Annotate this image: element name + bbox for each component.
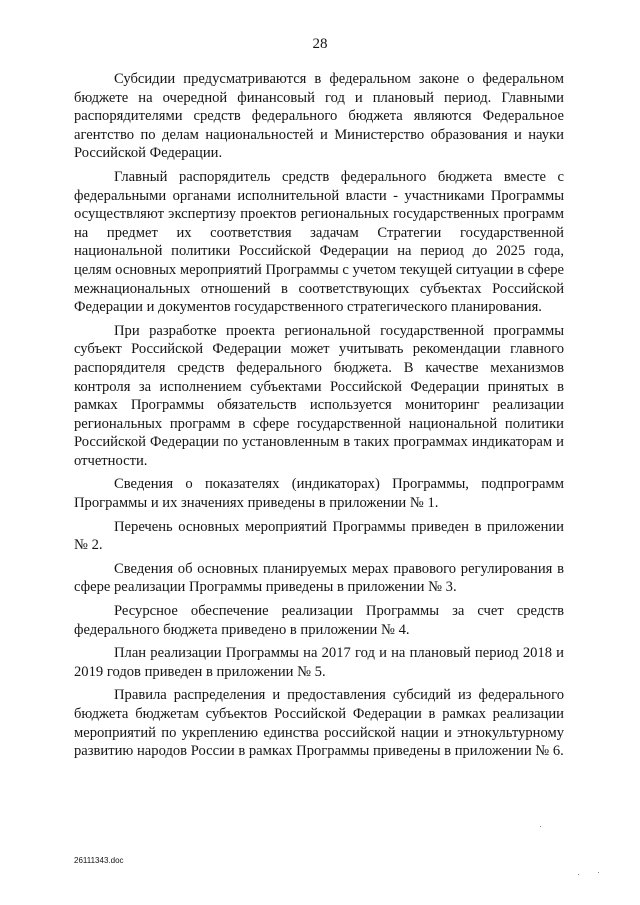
paragraph-appendix-6: Правила распределения и предоставления субсидий из федерального бюджета бюджетам субъектов Российской Федерации в рамках реализации мероприятий по укреплению единства российской нации и этнокультурному развитию народов России в рамках Программы приведены в приложении № 6. [74,687,564,760]
paragraph-regional-program: При разработке проекта региональной государственной программы субъект Российской Федерации может учитывать рекомендации главного распорядителя средств федерального бюджета. В качестве механизмов контроля за исполнением субъектами Российской Федерации принятых в рамках Программы обязательств используется мониторинг реализации региональных программ в сфере государственной национальной политики Российской Федерации по установленным в таких программах индикаторам и отчетности. [74,322,564,469]
paragraph-appendix-4: Ресурсное обеспечение реализации Программы за счет средств федерального бюджета приведено в приложении № 4. [74,603,564,638]
scan-speck [540,826,541,827]
scan-speck [578,874,579,875]
paragraph-appendix-5: План реализации Программы на 2017 год и на плановый период 2018 и 2019 годов приведен в приложении № 5. [74,645,564,680]
footer-doc-code: 26111343.doc [74,856,124,865]
scan-speck [598,872,599,873]
paragraph-appendix-3: Сведения об основных планируемых мерах правового регулирования в сфере реализации Программы приведены в приложении № 3. [74,560,564,596]
body-text [74,70,564,766]
paragraph-chief-administrator: Главный распорядитель средств федерального бюджета вместе с федеральными органами исполнительной власти - участниками Программы осуществляют экспертизу проектов региональных государственных программ на предмет их соответствия задачам Стратегии государственной национальной политики Российской Федерации на период до 2025 года, целям основных мероприятий Программы с учетом текущей ситуации в сфере межнациональных отношений в соответствующих субъектах Российской Федерации и документов государственного стратегического планирования. [74,168,564,316]
paragraph-appendix-2: Перечень основных мероприятий Программы приведен в приложении № 2. [74,518,564,554]
paragraph-subsidies: Субсидии предусматриваются в федеральном законе о федеральном бюджете на очередной финансовый год и плановый период. Главными распорядителями средств федерального бюджета являются Федеральное агентство по делам национальностей и Министерство образования и науки Российской Федерации. [74,71,564,162]
paragraph-appendix-1: Сведения о показателях (индикаторах) Программы, подпрограмм Программы и их значениях приведены в приложении № 1. [74,476,564,512]
page-number: 28 [312,36,328,52]
